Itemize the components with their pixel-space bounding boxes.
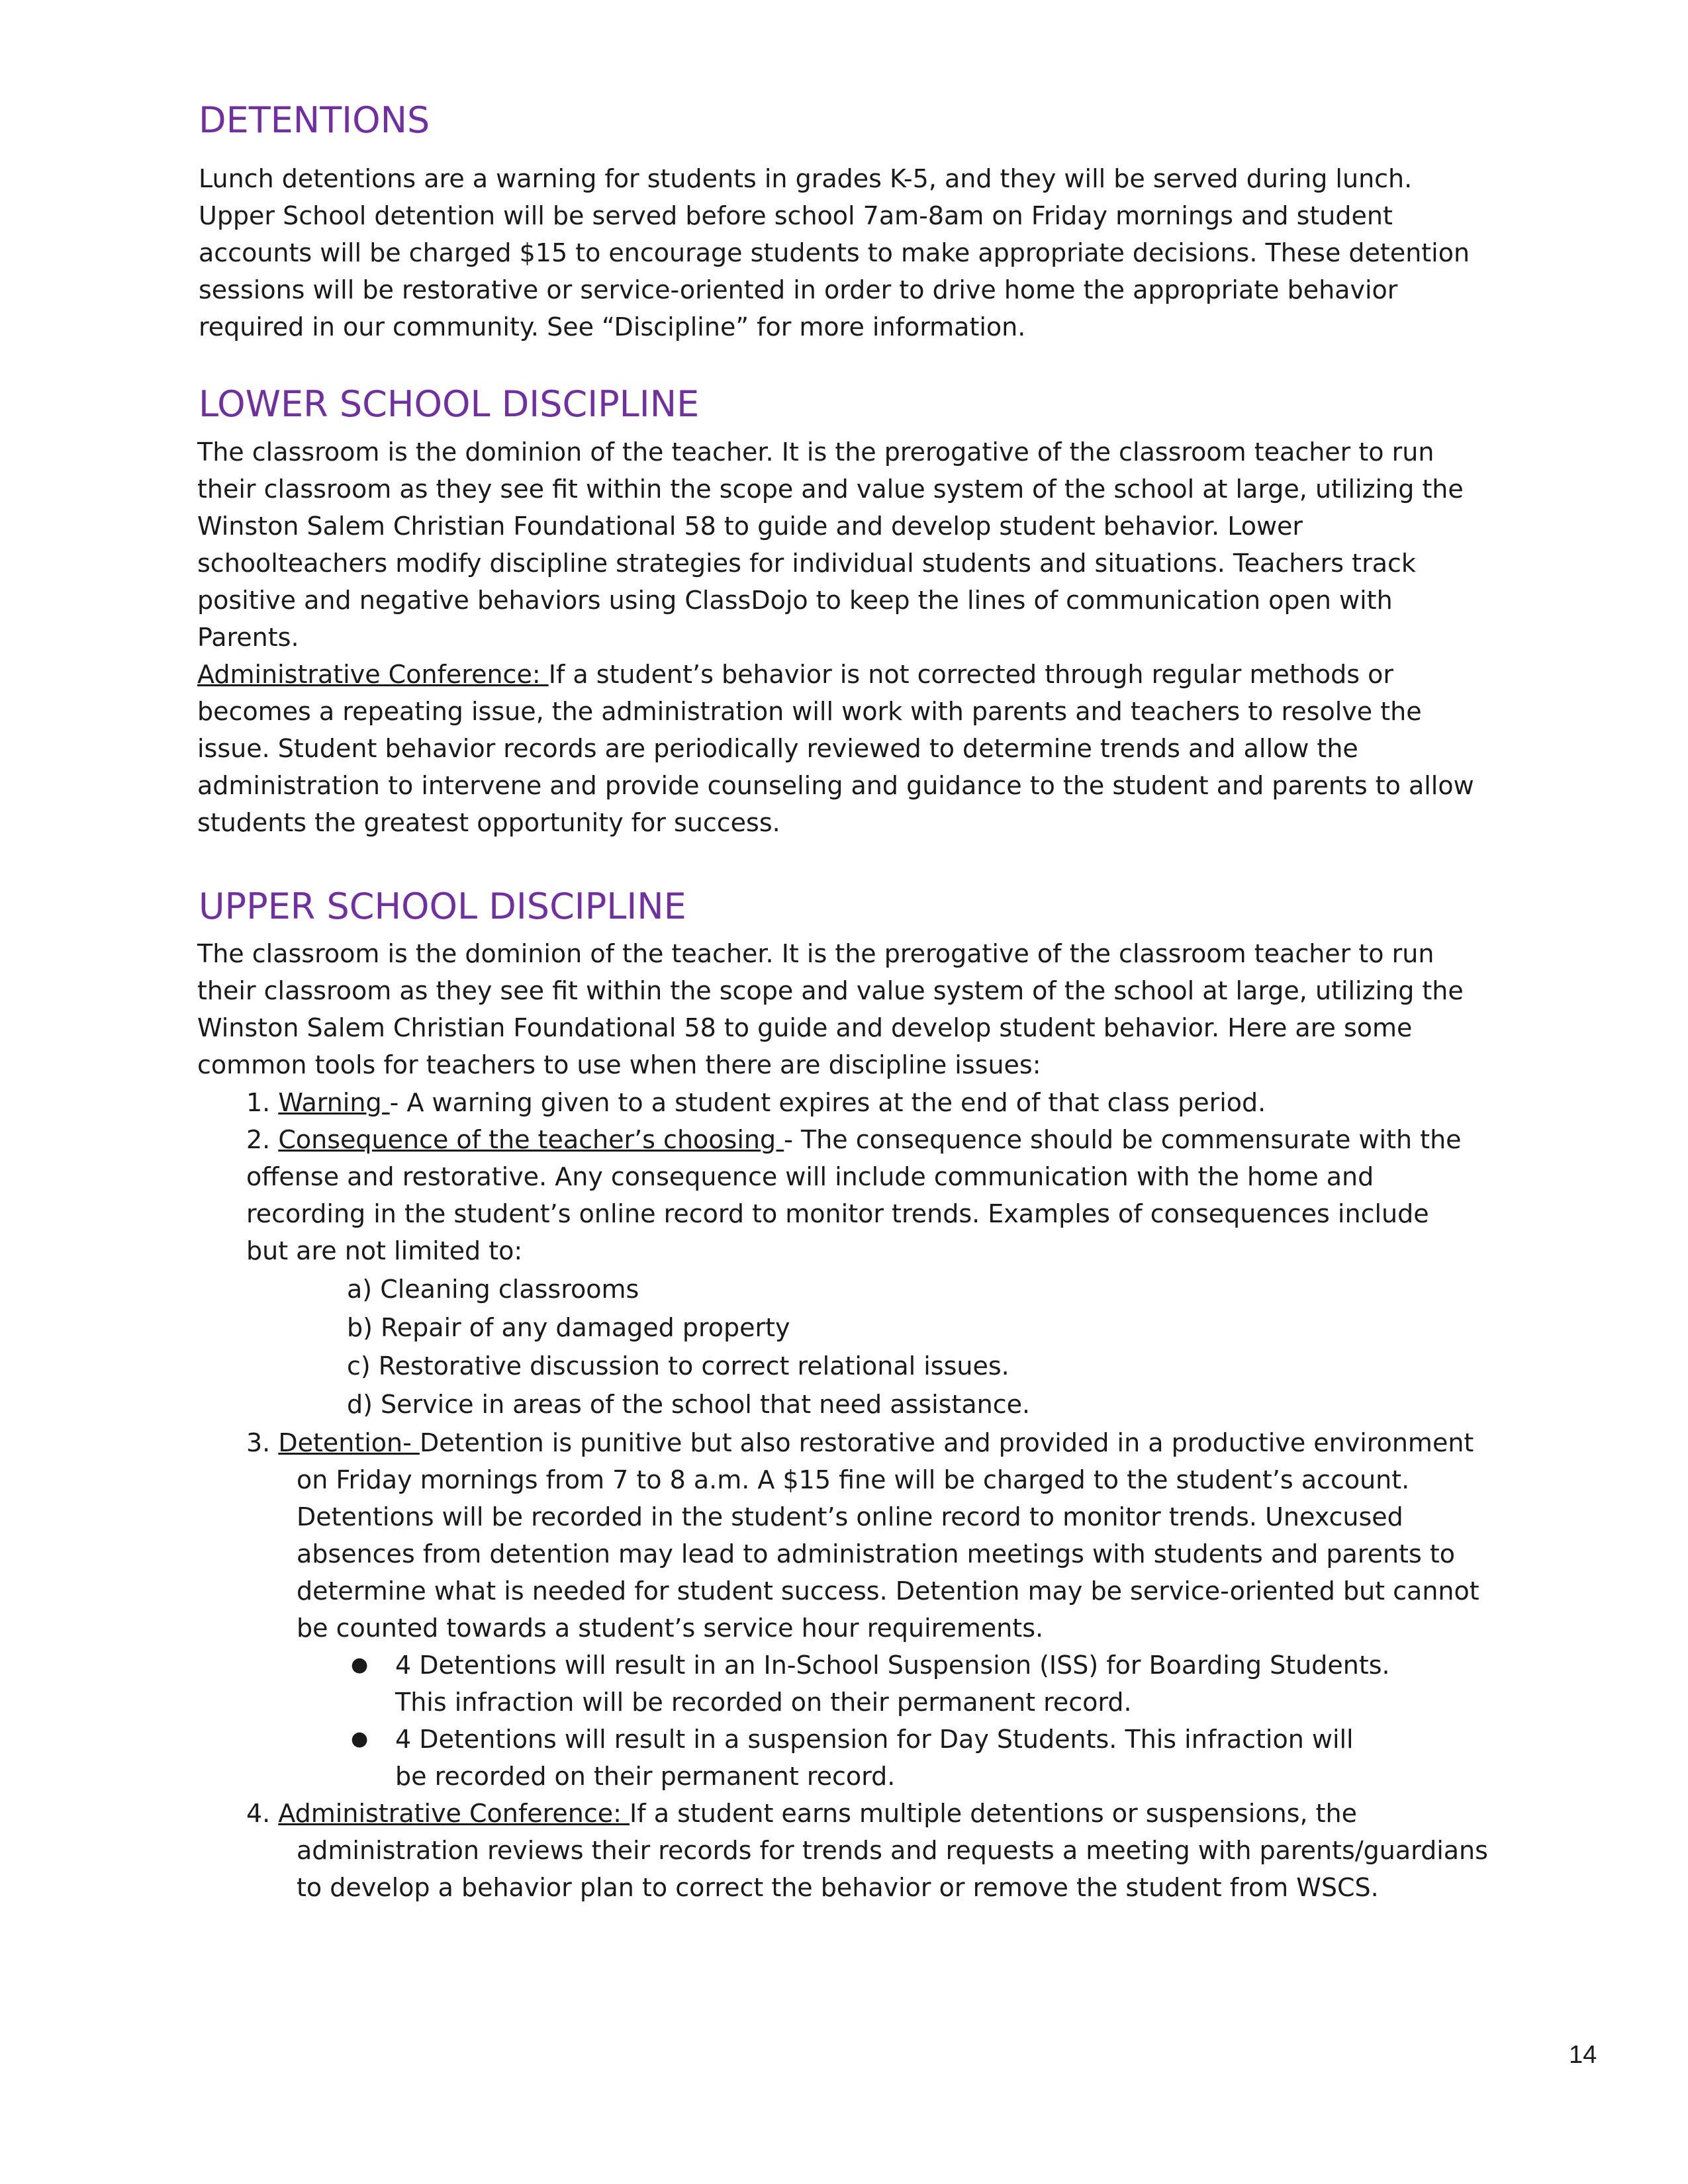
consequence-item: c) Restorative discussion to correct relational issues. (347, 1351, 1009, 1381)
consequence-item: b) Repair of any damaged property (347, 1313, 790, 1342)
detention-bullet: 4 Detentions will result in an In-School Suspension (ISS) for Boarding Students. This infraction will be recorded on their permanent record. (395, 1651, 1390, 1717)
consequence-item: d) Service in areas of the school that need assistance. (347, 1390, 1031, 1419)
list-item-label: Administrative Conference: (278, 1799, 630, 1828)
list-item-text: If a student earns multiple detentions or suspensions, the administration reviews their records for trends and requests a meeting with parents/guardians to develop a behavior plan to correct the behavior or remove the student from WSCS. (297, 1799, 1488, 1902)
list-item-administrative-conference (246, 1795, 1508, 1906)
list-item-text: Detention is punitive but also restorative and provided in a productive environment on Friday mornings from 7 to 8 a.m. A $15 fine will be charged to the student’s account. Detentions will be recorded in the student’s online record to monitor trends. Unexcused absences from detention may lead to administration meetings with students and parents to determine what is needed for student success. Detention may be service-oriented but cannot be counted towards a student’s service hour requirements. (297, 1428, 1479, 1643)
list-item-number: 3. (246, 1428, 279, 1457)
list-item-number: 2. (246, 1125, 279, 1154)
list-item-label: Detention- (278, 1428, 420, 1457)
list-item-detention (246, 1424, 1501, 1647)
administrative-conference-label: Administrative Conference: (197, 660, 549, 689)
page-number: 14 (1569, 2041, 1597, 2069)
upper-school-heading: UPPER SCHOOL DISCIPLINE (199, 886, 686, 927)
list-item-label: Consequence of the teacher’s choosing (278, 1125, 784, 1154)
list-item-number: 4. (246, 1799, 279, 1828)
list-item-consequence (246, 1121, 1464, 1269)
administrative-conference-text: If a student’s behavior is not corrected through regular methods or becomes a repeating issue, the administration will work with parents and teachers to resolve the issue. Student behavior records are periodically reviewed to determine trends and allow the administration to intervene and provide counseling and guidance to the student and parents to allow students the greatest opportunity for success. (197, 660, 1474, 837)
upper-school-intro-paragraph: The classroom is the dominion of the teacher. It is the prerogative of the classroom teacher to run their classroom as they see fit within the scope and value system of the school at large, utilizing the Winston Salem Christian Foundational 58 to guide and develop student behavior. Here are some common tools for teachers to use when there are discipline issues: (197, 939, 1464, 1079)
list-item-warning (246, 1084, 1471, 1121)
list-item-number: 1. (246, 1088, 279, 1117)
list-item-text: - A warning given to a student expires at the end of that class period. (389, 1088, 1266, 1117)
detentions-heading: DETENTIONS (199, 99, 430, 141)
bullet-icon: ● (351, 1727, 369, 1751)
lower-school-conference-paragraph (197, 656, 1499, 841)
bullet-icon: ● (351, 1653, 369, 1676)
lower-school-paragraph: The classroom is the dominion of the teacher. It is the prerogative of the classroom teacher to run their classroom as they see fit within the scope and value system of the school at large, utilizing the Winston Salem Christian Foundational 58 to guide and develop student behavior. Lower schoolteachers modify discipline strategies for individual students and situations. Teachers track positive and negative behaviors using ClassDojo to keep the lines of communication open with Parents. (197, 437, 1464, 652)
consequence-item: a) Cleaning classrooms (347, 1275, 639, 1304)
lower-school-heading: LOWER SCHOOL DISCIPLINE (199, 383, 700, 425)
list-item-label: Warning (278, 1088, 390, 1117)
list-item-text: - The consequence should be commensurate with the offense and restorative. Any consequence will include communication with the home and recording in the student’s online record to monitor trends. Examples of consequences include but are not limited to: (246, 1125, 1462, 1265)
detention-bullet: 4 Detentions will result in a suspension for Day Students. This infraction will be recorded on their permanent record. (395, 1725, 1354, 1791)
detentions-paragraph: Lunch detentions are a warning for students in grades K-5, and they will be served during lunch. Upper School detention will be served before school 7am-8am on Friday mornings and student accounts will be charged $15 to encourage students to make appropriate decisions. These detention sessions will be restorative or service-oriented in order to drive home the appropriate behavior required in our community. See “Discipline” for more information. (199, 164, 1470, 341)
